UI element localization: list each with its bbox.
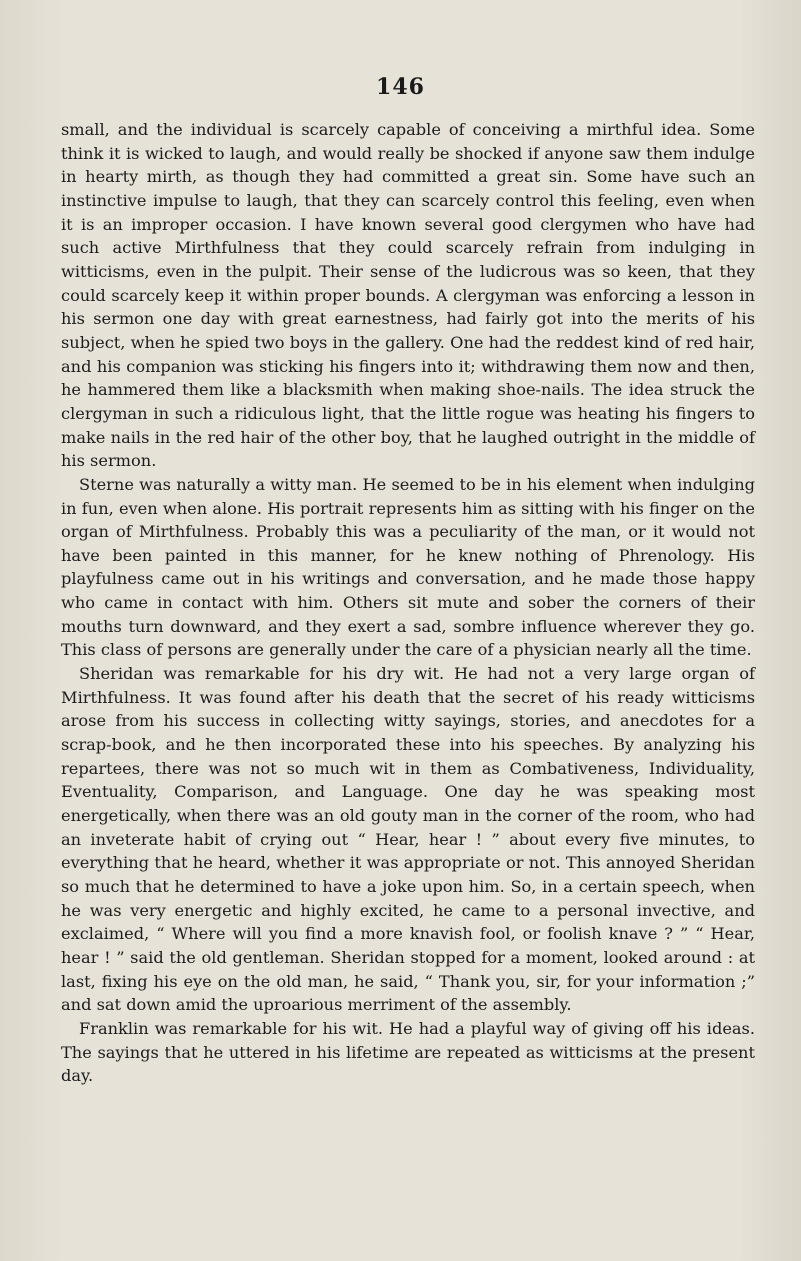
- page-body: [61, 118, 755, 1088]
- paragraph-franklin: Franklin was remarkable for his wit. He had a playful way of giving off his ideas. The sayings that he uttered in his lifetime are repeated as witticisms at the present day.: [61, 1018, 755, 1086]
- paragraph-sterne: Sterne was naturally a witty man. He seemed to be in his element when indulging in fun, even when alone. His portrait represents him as sitting with his finger on the organ of Mirthfulness. Probably this was a peculiarity of the man, or it would not have been painted in this manner, for he knew nothing of Phrenology. His playfulness came out in his writings and conversation, and he made those happy who came in contact with him. Others sit mute and sober the corners of their mouths turn downward, and they exert a sad, sombre influence wherever they go. This class of persons are generally under the care of a physician nearly all the time.: [61, 474, 755, 660]
- page-number: 146: [376, 74, 425, 100]
- paragraph-mirthfulness-clergyman: small, and the individual is scarcely capable of conceiving a mirthful idea. Some think it is wicked to laugh, and would really be shocked if anyone saw them indulge in hearty mirth, as though they had committed a great sin. Some have such an instinctive impulse to laugh, that they can scarcely control this feeling, even when it is an improper occasion. I have known several good clergymen who have had such active Mirthfulness that they could scarcely refrain from indulging in witticisms, even in the pulpit. Their sense of the ludicrous was so keen, that they could scarcely keep it within proper bounds. A clergyman was enforcing a lesson in his sermon one day with great earnestness, had fairly got into the merits of his subject, when he spied two boys in the gallery. One had the reddest kind of red hair, and his companion was sticking his fingers into it; withdrawing them now and then, he hammered them like a blacksmith when making shoe-nails. The idea struck the clergyman in such a ridiculous light, that the little rogue was heating his fingers to make nails in the red hair of the other boy, that he laughed outright in the middle of his sermon.: [61, 120, 755, 471]
- paragraph-sheridan: Sheridan was remarkable for his dry wit. He had not a very large organ of Mirthfulness. It was found after his death that the secret of his ready witticisms arose from his success in collecting witty sayings, stories, and anecdotes for a scrap-book, and he then incorporated these into his speeches. By analyzing his repartees, there was not so much wit in them as Combativeness, Individuality, Eventuality, Comparison, and Language. One day he was speaking most energetically, when there was an old gouty man in the corner of the room, who had an inveterate habit of crying out “ Hear, hear ! ” about every five minutes, to everything that he heard, whether it was appropriate or not. This annoyed Sheridan so much that he determined to have a joke upon him. So, in a certain speech, when he was very energetic and highly excited, he came to a personal invective, and exclaimed, “ Where will you find a more knavish fool, or foolish knave ? ” “ Hear, hear ! ” said the old gentleman. Sheridan stopped for a moment, looked around : at last, fixing his eye on the old man, he said, “ Thank you, sir, for your information ;” and sat down amid the uproarious merriment of the assembly.: [61, 664, 755, 1015]
